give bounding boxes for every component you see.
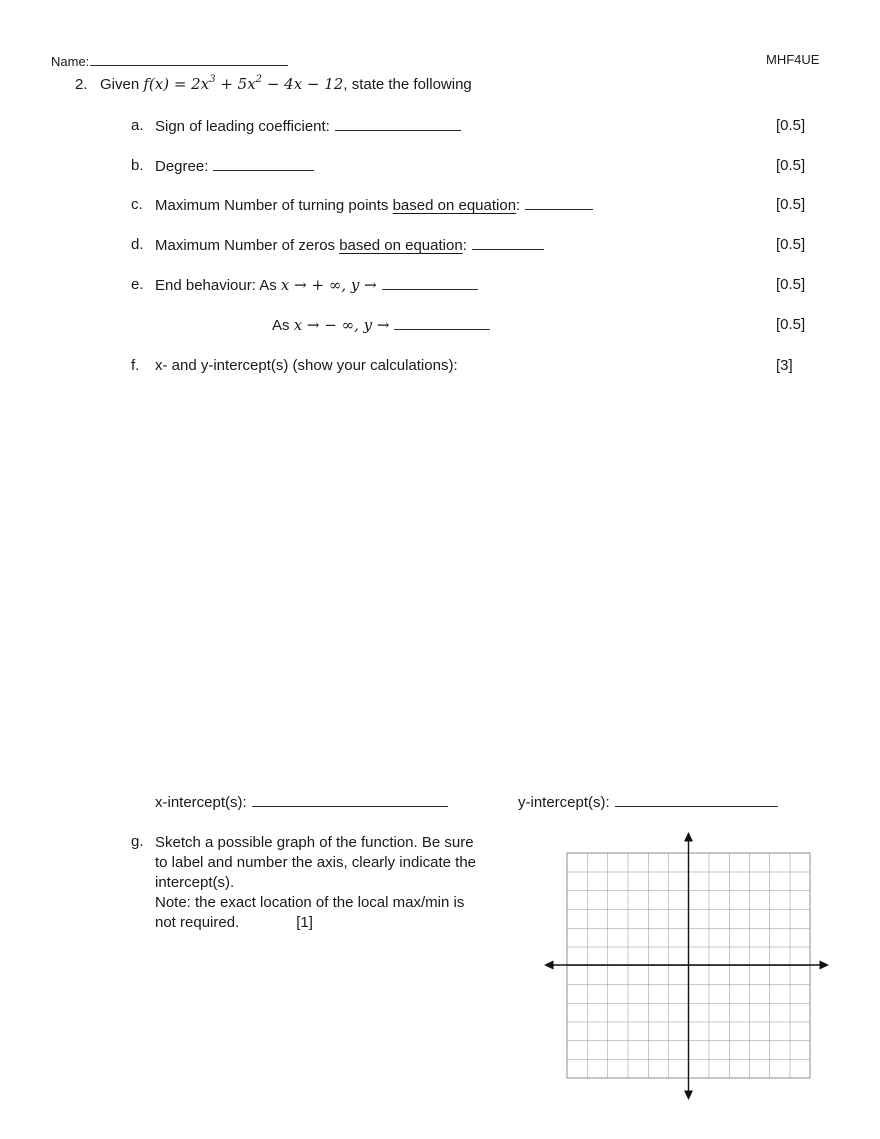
- expression-exponent: 3: [209, 74, 216, 85]
- course-code: MHF4UE: [766, 52, 820, 67]
- item-e-line2-math: x → − ∞, y →: [293, 316, 390, 334]
- item-e-line1-blank: [382, 276, 478, 290]
- item-a-blank-line: [335, 117, 461, 131]
- item-g-line5: [155, 913, 555, 933]
- item-d-content: [155, 236, 544, 254]
- item-d-underlined-phrase: based on equation: [339, 237, 463, 254]
- x-intercepts-label: x-intercept(s):: [155, 794, 247, 811]
- item-c-blank-line: [525, 196, 593, 210]
- y-intercepts-label: y-intercept(s):: [518, 794, 610, 811]
- item-e-as-label: As: [272, 317, 294, 334]
- item-e-line1-mark: [0.5]: [776, 276, 806, 293]
- question-number: 2.: [75, 76, 88, 93]
- item-c-content: [155, 196, 593, 214]
- item-b: [0, 157, 880, 179]
- y-axis-up-arrow: [684, 832, 693, 842]
- item-b-label: Degree:: [155, 158, 209, 175]
- item-b-letter: b.: [131, 157, 144, 174]
- name-blank-line: [90, 52, 288, 66]
- item-e-line2-blank: [394, 316, 490, 330]
- item-g-mark: [1]: [296, 914, 313, 931]
- item-c-colon: :: [516, 197, 521, 214]
- item-f: [0, 357, 880, 379]
- x-axis-left-arrow: [544, 961, 554, 970]
- item-a: [0, 117, 880, 139]
- y-intercepts-blank-line: [615, 793, 778, 807]
- item-c-mark: [0.5]: [776, 196, 806, 213]
- function-expression: [143, 75, 343, 93]
- item-e-line2: [0, 316, 880, 338]
- graph-area: [540, 830, 830, 1106]
- item-a-content: [155, 117, 461, 135]
- item-e-letter: e.: [131, 276, 144, 293]
- item-f-mark: [3]: [776, 357, 793, 374]
- item-a-mark: [0.5]: [776, 117, 806, 134]
- question-line: [75, 75, 472, 93]
- item-g-line5-text: not required.: [155, 914, 240, 931]
- intercept-answers-row: [0, 793, 880, 815]
- item-e-line1: [0, 276, 880, 298]
- item-g-line1: Sketch a possible graph of the function. Be sure: [155, 834, 474, 851]
- blank-graph-grid: [540, 830, 830, 1102]
- item-b-blank-line: [213, 157, 314, 171]
- item-c-underlined-phrase: based on equation: [392, 197, 517, 214]
- expression-part: − 4x − 12: [262, 75, 344, 93]
- question-lead-in: Given: [100, 76, 144, 93]
- item-d-label: Maximum Number of zeros: [155, 237, 340, 254]
- item-g-line3: intercept(s).: [155, 874, 235, 891]
- y-axis-down-arrow: [684, 1091, 693, 1101]
- x-axis-right-arrow: [820, 961, 830, 970]
- name-label: Name:: [51, 54, 90, 69]
- item-e-line2-mark: [0.5]: [776, 316, 806, 333]
- item-c-label: Maximum Number of turning points: [155, 197, 393, 214]
- item-e-line1-math: x → + ∞, y →: [280, 276, 377, 294]
- item-a-label: Sign of leading coefficient:: [155, 118, 330, 135]
- expression-part: + 5x: [215, 75, 256, 93]
- item-d-blank-line: [472, 236, 544, 250]
- item-e-label: End behaviour: As: [155, 277, 281, 294]
- item-d-mark: [0.5]: [776, 236, 806, 253]
- y-intercepts-answer: [518, 793, 778, 811]
- item-c-letter: c.: [131, 196, 143, 213]
- item-g-line4: Note: the exact location of the local max/min is: [155, 894, 465, 911]
- item-d-colon: :: [462, 237, 467, 254]
- item-g-letter: g.: [131, 833, 144, 850]
- x-intercepts-blank-line: [252, 793, 448, 807]
- question-suffix: , state the following: [343, 76, 472, 93]
- item-g-text: [155, 833, 555, 933]
- expression-part: f(x) = 2x: [143, 75, 210, 93]
- expression-exponent: 2: [255, 74, 263, 85]
- item-f-content: [155, 357, 458, 374]
- item-c: [0, 196, 880, 218]
- item-g-line2: to label and number the axis, clearly indicate the: [155, 854, 477, 871]
- name-line: [51, 52, 288, 69]
- item-a-letter: a.: [131, 117, 144, 134]
- item-d-letter: d.: [131, 236, 144, 253]
- item-b-content: [155, 157, 314, 175]
- x-intercepts-answer: [155, 793, 448, 811]
- item-f-label: x- and y-intercept(s) (show your calculations):: [155, 357, 458, 374]
- item-d: [0, 236, 880, 258]
- item-e-line2-content: [272, 316, 490, 334]
- item-f-letter: f.: [131, 357, 140, 374]
- item-e-line1-content: [155, 276, 478, 294]
- item-b-mark: [0.5]: [776, 157, 806, 174]
